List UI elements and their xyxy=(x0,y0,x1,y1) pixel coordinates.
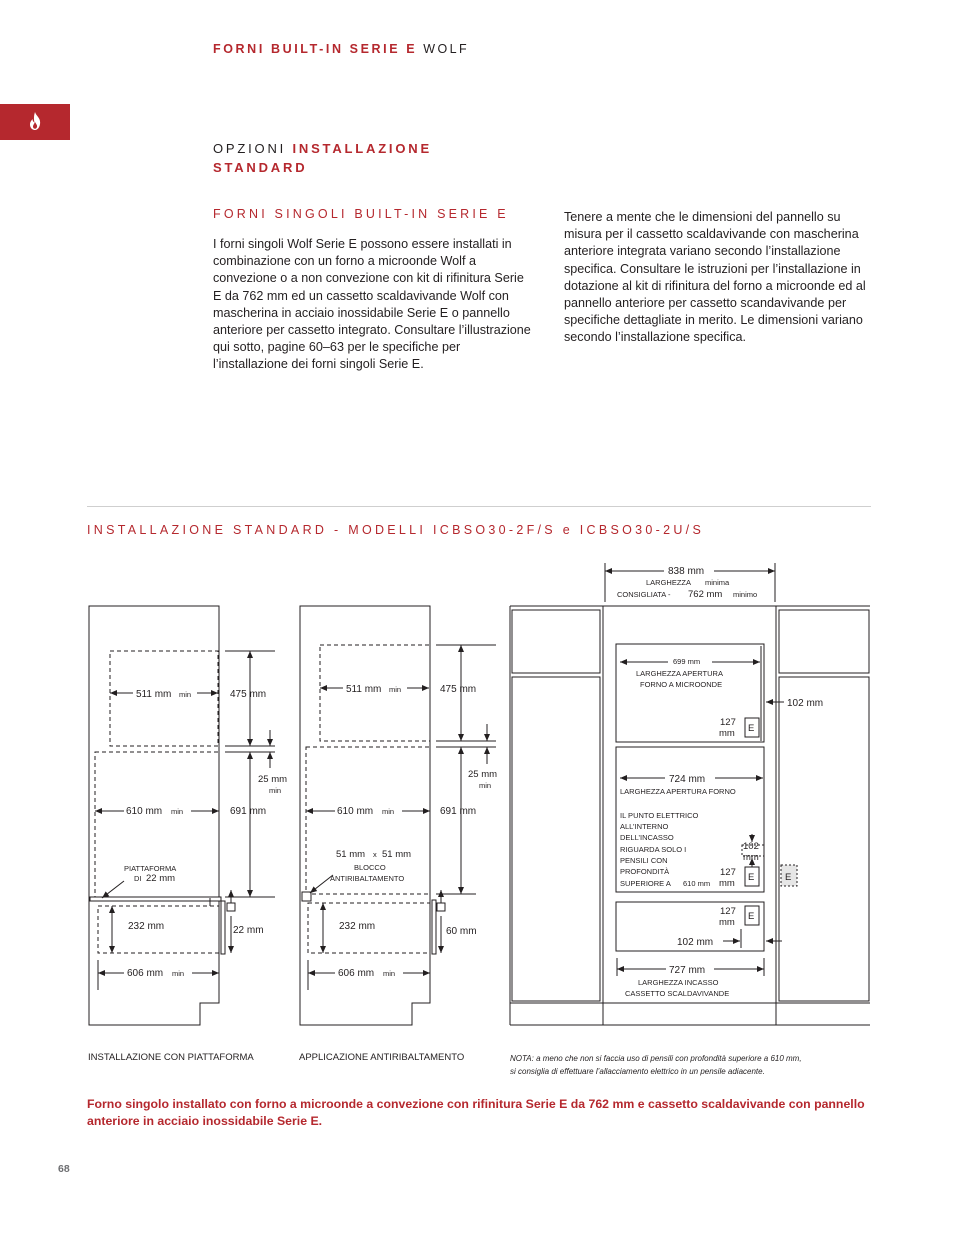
mid-dim-606: 606 mm xyxy=(338,968,375,979)
left-dim-691: 691 mm xyxy=(230,806,267,817)
diagram-note xyxy=(510,1052,802,1078)
left-dim-610: 610 mm xyxy=(126,806,163,817)
right-elec-4: RIGUARDA SOLO I xyxy=(620,845,687,854)
mid-block-label-1: BLOCCO xyxy=(354,863,386,872)
right-elec-7b: 610 mm xyxy=(683,879,711,888)
right-dim-102-b1: 102 xyxy=(743,841,759,852)
right-drawer-label-2: CASSETTO SCALDAVIVANDE xyxy=(625,989,730,998)
header-brand: WOLF xyxy=(423,42,469,56)
left-dim-25: 25 mm xyxy=(258,774,288,785)
right-dim-724: 724 mm xyxy=(669,774,706,785)
left-dim-22: 22 mm xyxy=(233,925,264,936)
right-micro-label-2: FORNO A MICROONDE xyxy=(640,680,723,689)
left-platform-label-1: PIATTAFORMA xyxy=(124,864,177,873)
mid-dim-691: 691 mm xyxy=(440,806,477,817)
right-elec-1: IL PUNTO ELETTRICO xyxy=(620,811,699,820)
left-min-25: min xyxy=(269,786,282,795)
mid-block-a: 51 mm xyxy=(336,849,366,860)
left-dim-232: 232 mm xyxy=(128,921,165,932)
right-dim-127-a2: mm xyxy=(719,728,735,739)
left-min-610: min xyxy=(171,807,184,816)
paragraph-right: Tenere a mente che le dimensioni del pannello su misura per il cassetto scaldavivande con mascherina anteriore integrata variano secondo l’installazione specifica. Consultare le istruzioni per l’installazione in dotazione al kit di rifinitura del forno a microonde ed al pannello anteriore per cassetto scandavivande per specifiche dettagliate in merito. Le dimensioni variano secondo l’installazione specifica. xyxy=(564,210,866,345)
caption-anti-tip: APPLICAZIONE ANTIRIBALTAMENTO xyxy=(299,1052,465,1063)
heading-light: OPZIONI xyxy=(213,141,287,156)
subheading: FORNI SINGOLI BUILT-IN SERIE E xyxy=(213,207,509,221)
left-dim-511: 511 mm xyxy=(136,689,172,700)
right-dim-727: 727 mm xyxy=(669,965,706,976)
mid-block-x: x xyxy=(373,850,377,859)
mid-min-511: min xyxy=(389,685,402,694)
right-dim-102-b2: mm xyxy=(743,852,759,863)
mid-dim-610: 610 mm xyxy=(337,806,374,817)
right-min-width-1: LARGHEZZA xyxy=(646,578,692,587)
outlet-e-label-3: E xyxy=(748,911,755,922)
mid-min-610: min xyxy=(382,807,395,816)
left-dim-475: 475 mm xyxy=(230,689,267,700)
outlet-e-label-side: E xyxy=(785,872,792,883)
right-dim-127-b2: mm xyxy=(719,878,735,889)
mid-dim-25: 25 mm xyxy=(468,769,498,780)
mid-dim-511: 511 mm xyxy=(346,684,382,695)
right-min-width-minimo: minimo xyxy=(733,590,758,599)
mid-block-b: 51 mm xyxy=(382,849,412,860)
mid-block-label-2: ANTIRIBALTAMENTO xyxy=(330,874,405,883)
right-drawer-label-1: LARGHEZZA INCASSO xyxy=(638,978,719,987)
right-min-width-min: minima xyxy=(705,578,730,587)
heading-bold-1: INSTALLAZIONE xyxy=(292,141,432,156)
platform-installation-drawing xyxy=(89,606,287,1025)
note-line-1: NOTA: a meno che non si faccia uso di pensili con profondità superiore a 610 mm, xyxy=(510,1054,802,1063)
right-min-width-2: CONSIGLIATA - xyxy=(617,590,671,599)
right-min-width-762: 762 mm xyxy=(688,589,723,600)
right-elec-2: ALL’INTERNO xyxy=(620,822,669,831)
mid-dim-475: 475 mm xyxy=(440,684,477,695)
right-dim-838: 838 mm xyxy=(668,566,705,577)
right-elec-5: PENSILI CON xyxy=(620,856,668,865)
mid-dim-60: 60 mm xyxy=(446,926,477,937)
right-dim-699: 699 mm xyxy=(673,657,701,666)
left-min-511: min xyxy=(179,690,192,699)
right-oven-width: LARGHEZZA APERTURA FORNO xyxy=(620,787,736,796)
left-min-606: min xyxy=(172,969,185,978)
right-dim-127-c1: 127 xyxy=(720,906,736,917)
figure-caption: Forno singolo installato con forno a microonde a convezione con rifinitura Serie E da 762 mm e cassetto scaldavivande con pannello anteriore in acciaio inossidabile Serie E. xyxy=(87,1097,865,1128)
outlet-e-label-2: E xyxy=(748,872,755,883)
caption-platform: INSTALLAZIONE CON PIATTAFORMA xyxy=(88,1052,254,1063)
mid-dim-232: 232 mm xyxy=(339,921,376,932)
right-dim-102-top: 102 mm xyxy=(787,698,824,709)
left-dim-606: 606 mm xyxy=(127,968,164,979)
right-elec-3: DELL’INCASSO xyxy=(620,833,674,842)
heading-bold-2: STANDARD xyxy=(213,160,308,175)
left-platform-mm: 22 mm xyxy=(146,873,176,884)
right-dim-127-a1: 127 xyxy=(720,717,736,728)
left-platform-label-2: DI xyxy=(134,874,142,883)
diagram-title: INSTALLAZIONE STANDARD - MODELLI ICBSO30-2F/S e ICBSO30-2U/S xyxy=(87,523,705,537)
note-line-2: si consiglia di effettuare l’allacciamento elettrico in un pensile adiacente. xyxy=(510,1067,765,1076)
right-elec-6: PROFONDITÀ xyxy=(620,867,670,876)
outlet-e-label-1: E xyxy=(748,723,755,734)
paragraph-left: I forni singoli Wolf Serie E possono essere installati in combinazione con un forno a microonde Wolf a convezione o a non convezione con kit di rifinitura Serie E da 762 mm ed un cassetto scaldavivande Wolf con mascherina in acciaio inossidabile Serie E o pannello anteriore per cassetto integrato. Consultare l’illustrazione qui sotto, pagine 60–63 per le specifiche per l’installazione dei forni singoli Serie E. xyxy=(213,237,531,372)
right-dim-127-c2: mm xyxy=(719,917,735,928)
page-number: 68 xyxy=(58,1163,70,1175)
mid-min-25: min xyxy=(479,781,492,790)
right-dim-102-bottom: 102 mm xyxy=(677,937,714,948)
anti-tip-drawing xyxy=(300,606,497,1025)
header-series-title: FORNI BUILT-IN SERIE E xyxy=(213,42,418,56)
right-dim-127-b1: 127 xyxy=(720,867,736,878)
right-micro-label-1: LARGHEZZA APERTURA xyxy=(636,669,723,678)
front-elevation-drawing xyxy=(510,563,870,1025)
mid-min-606: min xyxy=(383,969,396,978)
right-elec-7: SUPERIORE A xyxy=(620,879,671,888)
